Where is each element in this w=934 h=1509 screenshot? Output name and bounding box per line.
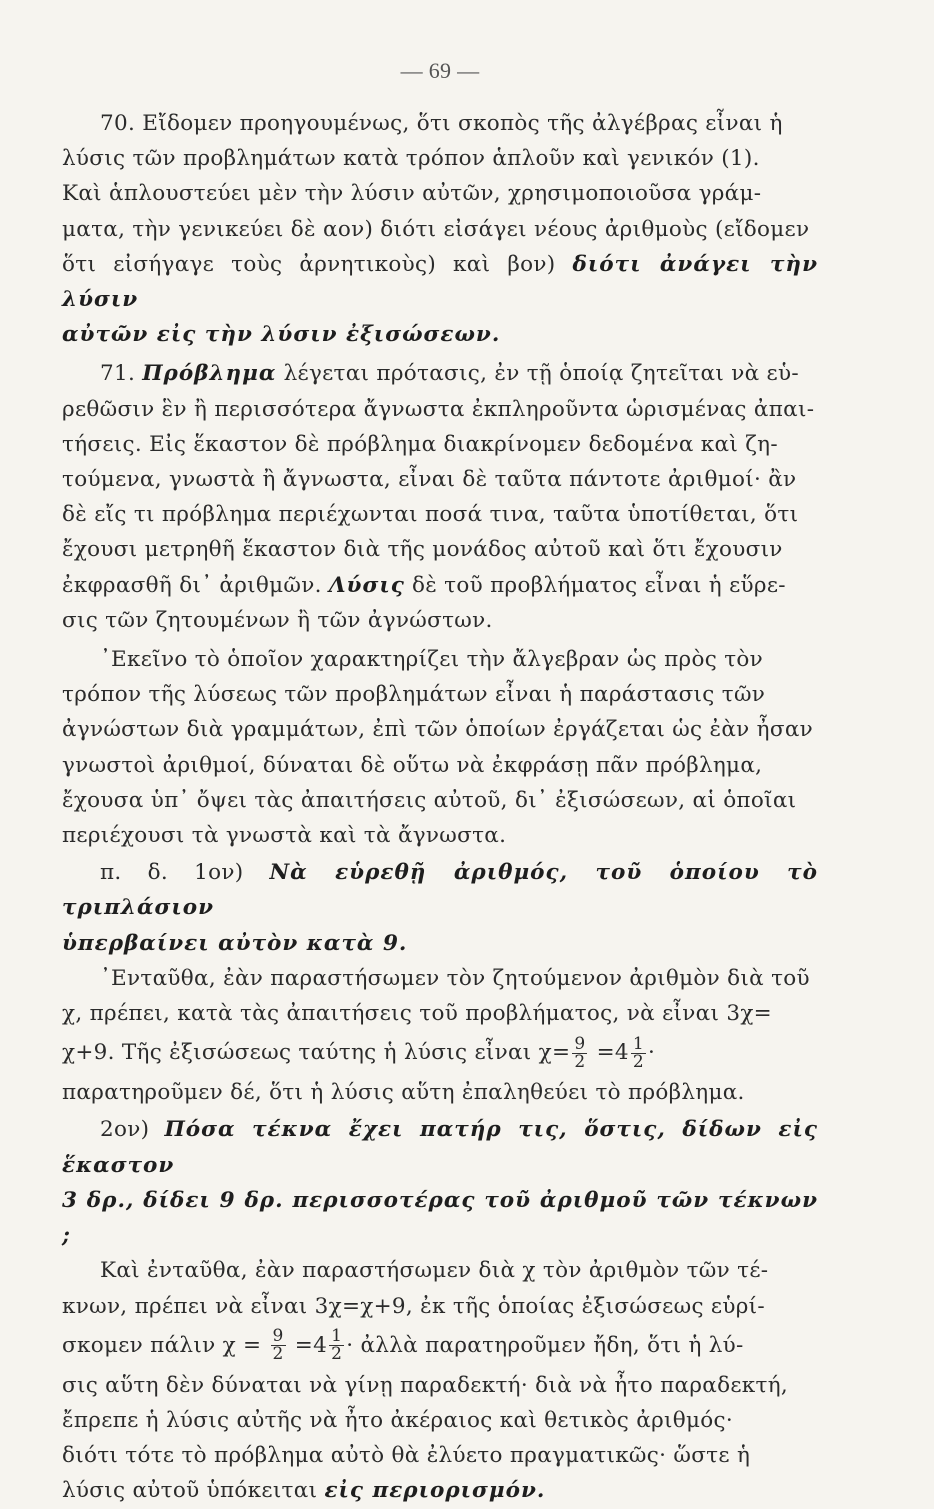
fraction-denominator: 2 (632, 1051, 645, 1072)
text-line: χ, πρέπει, κατὰ τὰς ἀπαιτήσεις τοῦ προβλήματος, νὰ εἶναι 3χ= (62, 1001, 772, 1027)
text-line: ρεθῶσιν ἓν ἢ περισσότερα ἄγνωστα ἐκπληροῦντα ὡρισμένας ἀπαι- (62, 396, 815, 422)
text-line (62, 568, 818, 603)
text-line: ᾿Εκεῖνο τὸ ὁποῖον χαρακτηρίζει τὴν ἄλγεβραν ὡς πρὸς τὸν (100, 647, 764, 673)
text-line: ἔχουσι μετρηθῆ ἕκαστον διὰ τῆς μονάδος αὐτοῦ καὶ ὅτι ἔχουσιν (62, 537, 783, 563)
example-question: Νὰ εὑρεθῇ ἀριθμός, τοῦ ὁποίου τὸ τριπλάσιον (62, 860, 818, 921)
text-span: ἐκφρασθῆ δι᾽ ἀριθμῶν. (62, 572, 322, 598)
text-span: ὅτι εἰσήγαγε τοὺς ἀρνητικοὺς) καὶ βον) (62, 251, 556, 277)
text-line (62, 247, 818, 317)
text-line (62, 1112, 818, 1182)
text-span: =4 (596, 1040, 629, 1066)
section-number: 71. (100, 361, 136, 387)
text-line: περιέχουσι τὰ γνωστὰ καὶ τὰ ἄγνωστα. (62, 823, 507, 849)
fraction-denominator: 2 (272, 1344, 284, 1365)
fraction-numerator: 9 (574, 1033, 586, 1054)
emphasis: διότι ἀνάγει τὴν λύσιν (62, 251, 818, 313)
text-line: σις αὕτη δὲν δύναται νὰ γίνῃ παραδεκτή· διὰ νὰ ἦτο παραδεκτή, (62, 1372, 789, 1398)
term: Λύσις (328, 572, 405, 598)
text-span: λέγεται πρότασις, ἐν τῇ ὁποίᾳ ζητεῖται νὰ εὑ- (283, 361, 799, 387)
text-span: =4 (294, 1332, 328, 1358)
example-question: Πόσα τέκνα ἔχει πατήρ τις, ὅστις, δίδων εἰς ἕκαστον (62, 1117, 818, 1178)
text-line: 70. Εἴδομεν προηγουμένως, ὅτι σκοπὸς τῆς ἀλγέβρας εἶναι ἡ (100, 111, 783, 136)
text-span: χ+9. Τῆς ἐξισώσεως ταύτης ἡ λύσις εἶναι χ= (62, 1040, 571, 1066)
example-question: ὑπερβαίνει αὐτὸν κατὰ 9. (62, 930, 408, 956)
emphasis: εἰς περιορισμόν. (324, 1478, 546, 1504)
text-line: δὲ εἴς τι πρόβλημα περιέχωνται ποσά τινα, ταῦτα ὑποτίθεται, ὅτι (62, 502, 799, 528)
text-line: παρατηροῦμεν δέ, ὅτι ἡ λύσις αὕτη ἐπαληθεύει τὸ πρόβλημα. (62, 1080, 745, 1106)
fraction (271, 1328, 286, 1363)
text-line: τούμενα, γνωστὰ ἢ ἄγνωστα, εἶναι δὲ ταῦτα πάντοτε ἀριθμοί· ἂν (62, 467, 797, 493)
text-span: σκομεν πάλιν χ = (62, 1332, 262, 1358)
text-span: 3 δρ., δίδει 9 δρ. περισσοτέρας (62, 1187, 476, 1213)
fraction-numerator: 1 (331, 1326, 343, 1347)
book-page (62, 58, 818, 1509)
text-line: ματα, τὴν γενικεύει δὲ αον) διότι εἰσάγει νέους ἀριθμοὺς (εἴδομεν (62, 216, 810, 242)
text-line (62, 356, 818, 391)
text-line: τρόπον τῆς λύσεως τῶν προβλημάτων εἶναι ἡ παράστασις τῶν (62, 682, 766, 708)
text-line: γνωστοὶ ἀριθμοί, δύναται δὲ οὕτω νὰ ἐκφράσῃ πᾶν πρόβλημα, (62, 752, 763, 778)
text-line: λύσις τῶν προβλημάτων κατὰ τρόπον ἁπλοῦν καὶ γενικόν (1). (62, 146, 760, 172)
text-span: ἀλλὰ παρατηροῦμεν ἤδη, ὅτι ἡ λύ- (360, 1332, 744, 1358)
example-label: π. δ. 1ον) (100, 860, 244, 886)
fraction (329, 1328, 344, 1363)
text-line: Καὶ ἁπλουστεύει μὲν τὴν λύσιν αὐτῶν, χρησιμοποιοῦσα γράμ- (62, 181, 762, 207)
text-line: ᾿Ενταῦθα, ἐὰν παραστήσωμεν τὸν ζητούμενον ἀριθμὸν διὰ τοῦ (100, 965, 810, 991)
text-line: Καὶ ἐνταῦθα, ἐὰν παραστήσωμεν διὰ χ τὸν ἀριθμὸν τῶν τέ- (100, 1258, 769, 1284)
text-line: ἔχουσα ὑπ᾽ ὄψει τὰς ἀπαιτήσεις αὐτοῦ, δι᾽ ἐξισώσεων, αἱ ὁποῖαι (62, 787, 797, 813)
text-line: σκομεν πάλιν χ = $\frac{9}{2}$ =4 $\frac{1}{2}$ · ἀλλὰ παρατηροῦμεν ἤδη, ὅτι ἡ λύ- (62, 1326, 744, 1365)
fraction (631, 1033, 646, 1072)
example-label: 2ον) (100, 1117, 150, 1143)
example-question (62, 1183, 818, 1253)
text-line: τήσεις. Εἰς ἕκαστον δὲ πρόβλημα διακρίνομεν δεδομένα καὶ ζη- (62, 431, 778, 457)
text-line: διότι τότε τὸ πρόβλημα αὐτὸ θὰ ἐλύετο πραγματικῶς· ὥστε ἡ (62, 1443, 751, 1469)
fraction-numerator: 9 (272, 1326, 284, 1347)
text-line: ἔπρεπε ἡ λύσις αὐτῆς νὰ ἦτο ἀκέραιος καὶ θετικὸς ἀριθμός· (62, 1407, 733, 1433)
text-span: λύσις αὐτοῦ ὑπόκειται (62, 1478, 318, 1504)
fraction-denominator: 2 (331, 1344, 343, 1365)
term: Πρόβλημα (142, 361, 277, 387)
text-line (62, 1473, 818, 1508)
text-line: σις τῶν ζητουμένων ἢ τῶν ἀγνώστων. (62, 607, 493, 633)
text-span: δὲ τοῦ προβλήματος εἶναι ἡ εὕρε- (411, 572, 786, 598)
text-line: κνων, πρέπει νὰ εἶναι 3χ=χ+9, ἐκ τῆς ὁποίας ἐξισώσεως εὑρί- (62, 1293, 765, 1319)
section-71 (62, 356, 818, 638)
fraction-denominator: 2 (574, 1051, 586, 1072)
text-line (62, 855, 818, 925)
page-number: — 69 — (400, 58, 480, 83)
example-2 (62, 1112, 818, 1508)
paragraph-algebra (62, 642, 818, 853)
fraction (572, 1033, 587, 1072)
fraction-numerator: 1 (632, 1033, 645, 1054)
text-line: χ+9. Τῆς ἐξισώσεως ταύτης ἡ λύσις εἶναι χ= $\frac{9}{2}$ =4 $\frac{1}{2}$ · (62, 1033, 656, 1072)
emphasis-line: αὐτῶν εἰς τὴν λύσιν ἐξισώσεων. (62, 322, 501, 348)
text-line: ἀγνώστων διὰ γραμμάτων, ἐπὶ τῶν ὁποίων ἐργάζεται ὡς ἐὰν ἦσαν (62, 717, 814, 743)
section-70 (62, 106, 818, 352)
text-span: τοῦ ἀριθμοῦ τῶν τέκνων ; (62, 1187, 818, 1249)
example-1 (62, 855, 818, 1110)
